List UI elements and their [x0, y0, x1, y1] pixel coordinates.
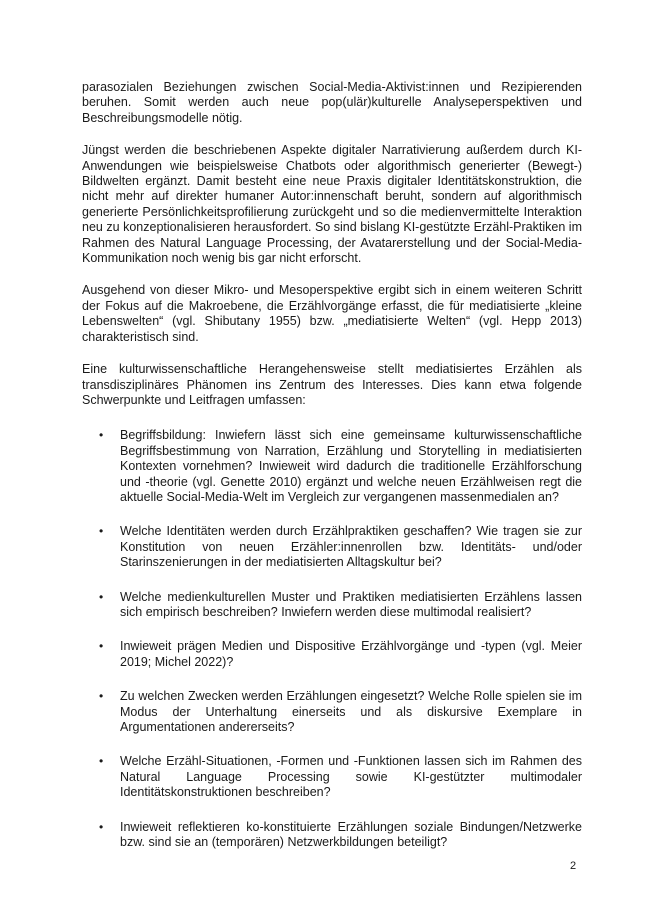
bullet-item: [99, 428, 582, 505]
bullet-item: [99, 819, 582, 851]
bullet-text: Inwieweit reflektieren ko-konstituierte Erzählungen soziale Bindungen/Netzwerke bzw. sind sie an (temporären) Netzwerkbildungen beteiligt?: [120, 819, 582, 850]
paragraph: Jüngst werden die beschriebenen Aspekte digitaler Narrativierung außerdem durch KI-Anwendungen wie beispielsweise Chatbots oder algorithmisch generierter (Bewegt-) Bildwelten ergänzt. Damit besteht eine neue Praxis digitaler Identitätskonstruktion, die nicht mehr auf direkter humaner Autor:innenschaft beruht, sondern auf algorithmisch generierte Persönlichkeitsprofilierung zurückgeht und so die medienvermittelte Interaktion neu zu konzeptionalisieren herausfordert. So sind bislang KI-gestützte Erzähl-Praktiken im Rahmen des Natural Language Processing, der Avatarerstellung und der Social-Media-Kommunikation noch wenig bis gar nicht erforscht.: [82, 143, 582, 266]
bullet-text: Welche medienkulturellen Muster und Praktiken mediatisierten Erzählens lassen sich empirisch beschreiben? Inwiefern werden diese multimodal realisiert?: [120, 589, 582, 619]
bullet-icon: •: [99, 689, 104, 704]
bullet-text: Inwieweit prägen Medien und Dispositive Erzählvorgänge und -typen (vgl. Meier 2019; Michel 2022)?: [120, 639, 582, 669]
bullet-icon: •: [99, 639, 104, 654]
page-number: 2: [570, 860, 577, 872]
bullet-icon: •: [99, 524, 104, 539]
page-body: [82, 80, 582, 869]
bullet-list: [82, 428, 582, 850]
paragraph: parasozialen Beziehungen zwischen Social-Media-Aktivist:innen und Rezipierenden beruhen. Somit werden auch neue pop(ulär)kulturelle Analyseperspektiven und Beschreibungsmodelle nötig.: [82, 80, 582, 125]
bullet-text: Zu welchen Zwecken werden Erzählungen eingesetzt? Welche Rolle spielen sie im Modus der Unterhaltung einerseits und als diskursive Exemplare in Argumentationen andererseits?: [120, 689, 582, 734]
bullet-item: [99, 524, 582, 570]
bullet-icon: •: [99, 819, 104, 834]
bullet-item: [99, 639, 582, 670]
bullet-icon: •: [99, 428, 104, 443]
bullet-text: Begriffsbildung: Inwiefern lässt sich eine gemeinsame kulturwissenschaftliche Begriffsbestimmung von Narration, Erzählung und Storytelling in mediatisierten Kontexten vornehmen? Inwieweit wird dadurch die traditionelle Erzählforschung und -theorie (vgl. Genette 2010) ergänzt und welche neuen Erzählweisen regt die aktuelle Social-Media-Welt im Vergleich zur vergangenen massenmedialen an?: [120, 428, 582, 504]
bullet-icon: •: [99, 754, 104, 769]
bullet-text: Welche Erzähl-Situationen, -Formen und -Funktionen lassen sich im Rahmen des Natural Language Processing sowie KI-gestützter multimodaler Identitätskonstruktionen beschreiben?: [120, 754, 582, 800]
bullet-icon: •: [99, 589, 104, 604]
bullet-item: [99, 589, 582, 621]
paragraph: Ausgehend von dieser Mikro- und Mesoperspektive ergibt sich in einem weiteren Schritt der Fokus auf die Makroebene, die Erzählvorgänge erfasst, die für mediatisierte „kleine Lebenswelten“ (vgl. Shibutany 1955) bzw. „mediatisierte Welten“ (vgl. Hepp 2013) charakteristisch sind.: [82, 283, 582, 344]
paragraph: Eine kulturwissenschaftliche Herangehensweise stellt mediatisiertes Erzählen als transdisziplinäres Phänomen ins Zentrum des Interesses. Dies kann etwa folgende Schwerpunkte und Leitfragen umfassen:: [82, 362, 582, 407]
bullet-item: [99, 689, 582, 735]
bullet-text: Welche Identitäten werden durch Erzählpraktiken geschaffen? Wie tragen sie zur Konstitution von neuen Erzähler:innenrollen bzw. Identitäts- und/oder Starinszenierungen in der mediatisierten Alltagskultur bei?: [120, 524, 582, 570]
bullet-item: [99, 754, 582, 800]
